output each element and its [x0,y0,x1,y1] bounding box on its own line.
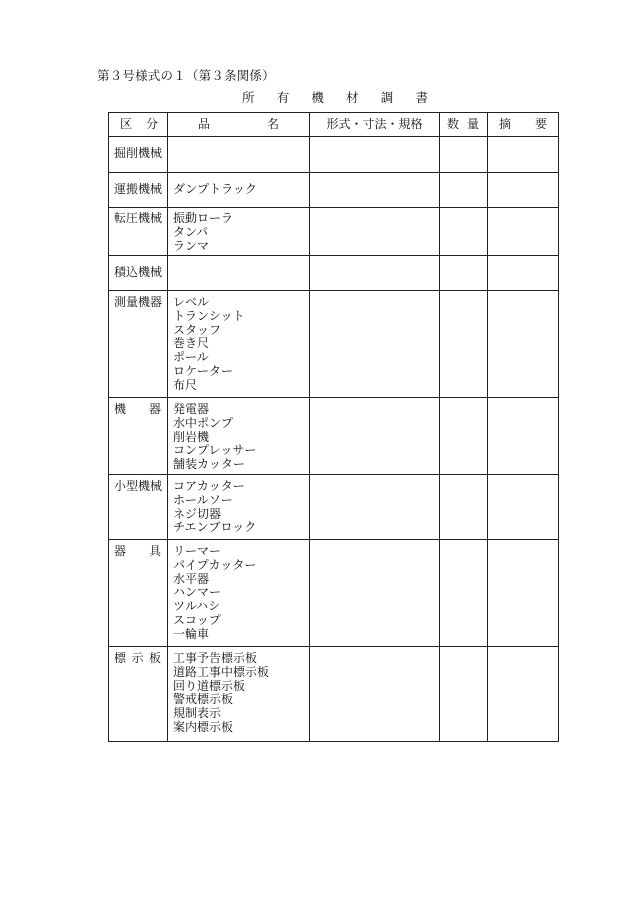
table-row [109,475,559,540]
header-remarks-char: 摘 [499,116,512,131]
item-name: ホールソー [173,492,233,507]
title-char: 調 [380,90,394,105]
header-category-char: 分 [145,116,158,131]
spec-cell [310,208,440,256]
spec-cell [310,647,440,742]
header-item-name [168,113,310,137]
category-char: 器 [114,544,127,558]
table-row [109,256,559,291]
item-name: コアカッター [173,479,245,493]
document-title [242,88,428,106]
spec-cell [310,291,440,398]
quantity-cell [440,475,488,540]
category-label [109,398,167,417]
category-cell [109,398,168,475]
remarks-cell [488,137,559,173]
table-row [109,647,559,742]
item-name: 削岩機 [173,429,210,444]
item-name: トランシット [173,308,245,323]
title-char: 材 [346,90,359,105]
item-name: 巻き尺 [173,336,210,351]
title-char: 書 [415,90,428,105]
item-name: コンプレッサー [173,443,257,458]
category-char: 標 [114,651,127,665]
item-name-cell [168,137,310,173]
category-label: 掘削機械 [114,146,163,160]
item-name: 道路工事中標示板 [173,664,270,679]
header-item-name-char: 名 [266,116,279,131]
header-spec [310,113,440,137]
remarks-cell [488,173,559,208]
category-label: 小型機械 [114,479,163,493]
item-name: リーマー [173,544,222,558]
item-name: 回り道標示板 [173,678,246,693]
remarks-cell [488,291,559,398]
category-cell [109,173,168,208]
title-char: 機 [311,90,324,105]
category-char: 示 [131,651,144,665]
item-name: 水平器 [173,571,210,586]
remarks-cell [488,647,559,742]
table-row [109,137,559,173]
category-label [109,540,167,559]
item-name: レベル [173,295,210,309]
category-label: 積込機械 [114,265,163,279]
category-label: 運搬機械 [114,182,163,196]
category-label [109,647,167,666]
header-remarks [488,113,559,137]
item-name-cell [168,208,310,256]
item-name: 舗装カッター [173,457,245,472]
category-cell [109,291,168,398]
item-name: 布尺 [173,377,198,392]
item-name: 工事予告標示板 [173,651,258,665]
spec-cell [310,137,440,173]
category-cell [109,540,168,647]
table-row [109,173,559,208]
title-char: 有 [276,90,290,105]
table-row [109,540,559,647]
item-name: スコップ [173,612,221,627]
title-char: 所 [242,90,255,105]
table-header-row [109,113,559,137]
category-cell [109,208,168,256]
quantity-cell [440,208,488,256]
spec-cell [310,173,440,208]
remarks-cell [488,398,559,475]
category-char: 板 [148,651,161,665]
quantity-cell [440,291,488,398]
item-name-cell [168,291,310,398]
category-cell [109,647,168,742]
remarks-cell [488,540,559,647]
header-quantity [440,113,488,137]
quantity-cell [440,398,488,475]
item-name: 発電器 [173,402,210,416]
equipment-inventory-table [108,112,559,742]
item-name: ダンプトラック [173,182,257,196]
header-remarks-char: 要 [534,116,547,131]
quantity-cell [440,256,488,291]
category-cell [109,256,168,291]
spec-cell [310,475,440,540]
item-name: ハンマー [173,585,222,600]
header-category [109,113,168,137]
item-name-cell [168,540,310,647]
item-name-cell [168,475,310,540]
remarks-cell [488,208,559,256]
header-spec-label: 形式・寸法・規格 [326,116,423,131]
item-name-cell [168,398,310,475]
header-item-name-char: 品 [198,116,211,131]
item-name: ランマ [173,238,210,253]
item-name: チエンブロック [173,520,257,535]
remarks-cell [488,475,559,540]
header-quantity-char: 量 [466,116,479,131]
category-label: 測量機器 [114,295,163,309]
item-name: ネジ切器 [173,506,222,521]
table-row [109,398,559,475]
item-name: パイプカッター [173,557,257,572]
item-name: 規制表示 [173,706,222,721]
remarks-cell [488,256,559,291]
item-name: 振動ローラ [173,211,234,225]
quantity-cell [440,137,488,173]
quantity-cell [440,173,488,208]
item-name: 警戒標示板 [173,692,234,707]
item-name: ツルハシ [173,599,221,614]
form-number: 第３号様式の１（第３条関係） [97,68,275,83]
table-row [109,291,559,398]
quantity-cell [440,540,488,647]
item-name: 水中ポンプ [173,415,234,430]
header-category-char: 区 [120,116,133,131]
spec-cell [310,256,440,291]
category-cell [109,137,168,173]
category-char: 機 [114,402,127,416]
category-char: 具 [148,544,161,558]
item-name-cell [168,173,310,208]
header-quantity-char: 数 [447,116,460,131]
quantity-cell [440,647,488,742]
item-name-cell [168,647,310,742]
table-row [109,208,559,256]
spec-cell [310,540,440,647]
spec-cell [310,398,440,475]
item-name: ポール [173,350,209,365]
category-char: 器 [148,402,161,416]
item-name: ロケーター [173,363,234,378]
item-name: 一輪車 [173,626,210,641]
item-name: タンパ [173,224,209,239]
category-cell [109,475,168,540]
item-name-cell [168,256,310,291]
item-name: 案内標示板 [173,719,234,734]
category-label: 転圧機械 [114,211,163,225]
item-name: スタッフ [173,322,222,337]
